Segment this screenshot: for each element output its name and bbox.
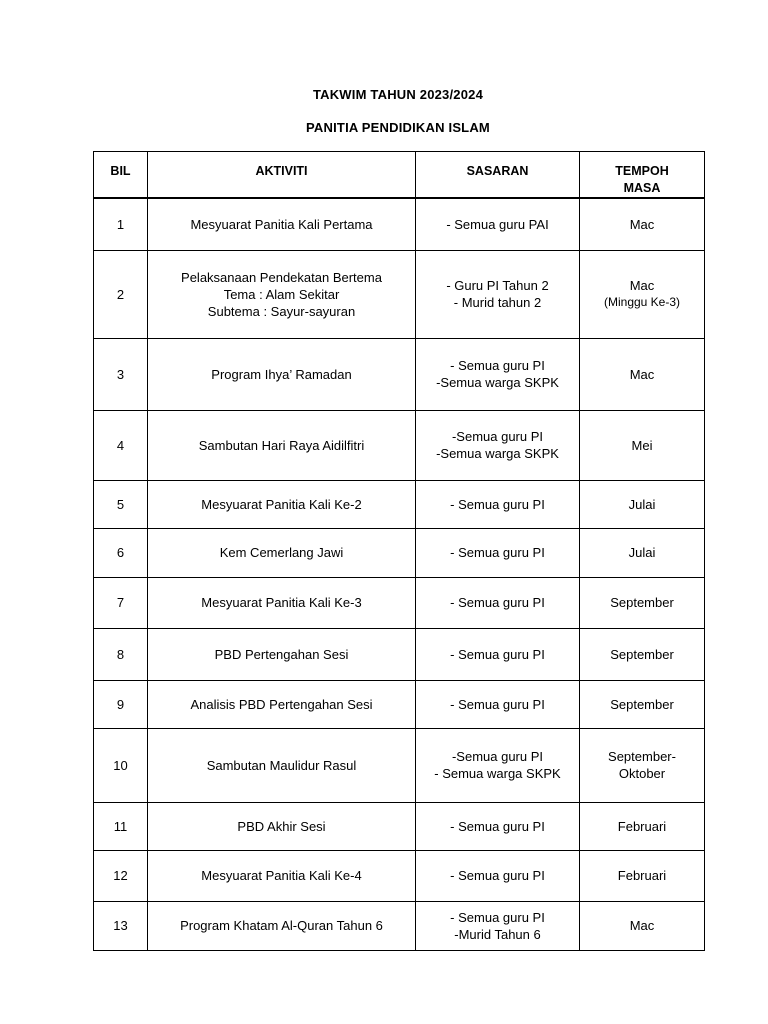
cell-tempoh-line: Mac — [629, 918, 655, 933]
cell-aktiviti-line: PBD Pertengahan Sesi — [214, 646, 349, 662]
cell-sasaran-line: - Semua guru PI — [450, 545, 545, 560]
cell-aktiviti — [148, 628, 416, 680]
cell-sasaran-line: -Semua guru PI — [451, 429, 544, 444]
cell-tempoh-line: (Minggu Ke-3) — [603, 295, 681, 309]
cell-sasaran-line: - Semua guru PAI — [446, 216, 549, 232]
cell-bil: 7 — [94, 577, 148, 628]
cell-sasaran — [416, 480, 580, 528]
cell-tempoh — [580, 410, 705, 480]
cell-aktiviti — [148, 250, 416, 338]
cell-bil: 10 — [94, 728, 148, 802]
cell-aktiviti-line: Tema : Alam Sekitar — [223, 286, 340, 302]
cell-aktiviti-line: Program Khatam Al-Quran Tahun 6 — [180, 918, 383, 933]
cell-aktiviti — [148, 850, 416, 901]
cell-sasaran-line: - Semua guru PI — [450, 595, 545, 610]
table-row — [94, 628, 705, 680]
cell-sasaran-line: -Semua warga SKPK — [436, 446, 559, 461]
header-tempoh-line: TEMPOH — [615, 164, 669, 178]
cell-aktiviti — [148, 901, 416, 950]
cell-tempoh-line: Mac — [629, 216, 655, 232]
cell-bil: 2 — [94, 250, 148, 338]
cell-sasaran — [416, 680, 580, 728]
table-row — [94, 901, 705, 950]
cell-aktiviti — [148, 728, 416, 802]
cell-aktiviti — [148, 680, 416, 728]
cell-sasaran — [416, 198, 580, 250]
cell-bil: 1 — [94, 198, 148, 250]
cell-tempoh — [580, 577, 705, 628]
cell-aktiviti-line: PBD Akhir Sesi — [237, 818, 326, 834]
cell-sasaran-line: - Semua guru PI — [450, 358, 545, 373]
cell-sasaran-line: - Semua guru PI — [450, 696, 545, 712]
cell-sasaran-line: -Semua warga SKPK — [436, 375, 559, 390]
table-row — [94, 528, 705, 577]
cell-sasaran — [416, 850, 580, 901]
cell-sasaran — [416, 410, 580, 480]
cell-tempoh-line: Julai — [628, 545, 656, 560]
cell-sasaran — [416, 528, 580, 577]
cell-aktiviti — [148, 577, 416, 628]
cell-aktiviti — [148, 198, 416, 250]
cell-sasaran-line: - Semua warga SKPK — [434, 766, 561, 781]
table-header-row — [94, 152, 705, 199]
cell-aktiviti-line: Analisis PBD Pertengahan Sesi — [190, 696, 373, 712]
cell-tempoh — [580, 480, 705, 528]
cell-sasaran — [416, 901, 580, 950]
cell-tempoh-line: Mac — [629, 366, 655, 382]
cell-tempoh — [580, 680, 705, 728]
cell-sasaran-line: -Murid Tahun 6 — [454, 926, 541, 942]
cell-tempoh-line: Oktober — [618, 766, 666, 781]
cell-tempoh — [580, 628, 705, 680]
cell-tempoh — [580, 250, 705, 338]
cell-aktiviti-line: Mesyuarat Panitia Kali Ke-4 — [201, 868, 362, 883]
cell-sasaran-line: - Semua guru PI — [450, 909, 545, 925]
cell-aktiviti — [148, 338, 416, 410]
header-tempoh-masa — [580, 152, 705, 199]
cell-bil: 3 — [94, 338, 148, 410]
cell-tempoh — [580, 850, 705, 901]
table-row — [94, 850, 705, 901]
header-masa-line: MASA — [623, 181, 661, 195]
cell-aktiviti — [148, 802, 416, 850]
cell-sasaran — [416, 728, 580, 802]
cell-sasaran — [416, 628, 580, 680]
cell-bil: 4 — [94, 410, 148, 480]
cell-tempoh-line: September — [610, 696, 674, 712]
table-row — [94, 577, 705, 628]
cell-sasaran — [416, 802, 580, 850]
table-body — [94, 198, 705, 950]
cell-tempoh-line: Mei — [631, 437, 653, 453]
cell-bil: 13 — [94, 901, 148, 950]
cell-sasaran-line: -Semua guru PI — [451, 749, 544, 764]
cell-aktiviti-line: Kem Cemerlang Jawi — [219, 545, 344, 560]
document-subtitle: PANITIA PENDIDIKAN ISLAM — [306, 120, 490, 135]
table-row — [94, 338, 705, 410]
cell-tempoh-line: September — [610, 595, 674, 610]
cell-aktiviti-line: Mesyuarat Panitia Kali Pertama — [190, 216, 373, 232]
cell-tempoh — [580, 198, 705, 250]
cell-bil: 9 — [94, 680, 148, 728]
cell-bil: 5 — [94, 480, 148, 528]
cell-bil: 6 — [94, 528, 148, 577]
cell-tempoh-line: Mac — [629, 278, 655, 293]
table-row — [94, 728, 705, 802]
cell-sasaran-line: - Semua guru PI — [450, 646, 545, 662]
table-row — [94, 680, 705, 728]
document-title: TAKWIM TAHUN 2023/2024 — [312, 87, 484, 102]
cell-sasaran-line: - Guru PI Tahun 2 — [446, 278, 549, 293]
cell-tempoh — [580, 728, 705, 802]
cell-bil: 11 — [94, 802, 148, 850]
cell-aktiviti-line: Sambutan Hari Raya Aidilfitri — [198, 437, 365, 453]
cell-sasaran-line: - Murid tahun 2 — [453, 295, 542, 310]
header-bil: BIL — [94, 152, 148, 199]
cell-tempoh-line: Februari — [617, 868, 667, 883]
cell-aktiviti-line: Mesyuarat Panitia Kali Ke-2 — [201, 496, 362, 512]
header-aktiviti: AKTIVITI — [148, 152, 416, 199]
cell-aktiviti — [148, 528, 416, 577]
table-row — [94, 198, 705, 250]
cell-aktiviti-line: Program Ihya’ Ramadan — [211, 366, 352, 382]
cell-tempoh — [580, 338, 705, 410]
cell-tempoh-line: September — [610, 646, 674, 662]
cell-sasaran — [416, 250, 580, 338]
cell-bil: 12 — [94, 850, 148, 901]
cell-aktiviti-line: Mesyuarat Panitia Kali Ke-3 — [201, 595, 362, 610]
cell-tempoh-line: Julai — [628, 496, 656, 512]
cell-aktiviti-line: Sambutan Maulidur Rasul — [206, 757, 357, 773]
cell-tempoh — [580, 528, 705, 577]
cell-tempoh — [580, 901, 705, 950]
cell-aktiviti — [148, 480, 416, 528]
cell-sasaran-line: - Semua guru PI — [450, 818, 545, 834]
cell-bil: 8 — [94, 628, 148, 680]
header-sasaran: SASARAN — [416, 152, 580, 199]
cell-tempoh — [580, 802, 705, 850]
cell-sasaran-line: - Semua guru PI — [450, 868, 545, 883]
cell-aktiviti — [148, 410, 416, 480]
cell-tempoh-line: September- — [608, 749, 676, 764]
table-row — [94, 802, 705, 850]
table-row — [94, 250, 705, 338]
cell-tempoh-line: Februari — [617, 818, 667, 834]
cell-sasaran — [416, 577, 580, 628]
takwim-table — [93, 151, 705, 951]
cell-aktiviti-line: Pelaksanaan Pendekatan Bertema — [181, 269, 382, 285]
cell-aktiviti-line: Subtema : Sayur-sayuran — [207, 303, 356, 319]
cell-sasaran — [416, 338, 580, 410]
table-row — [94, 480, 705, 528]
cell-sasaran-line: - Semua guru PI — [450, 496, 545, 512]
table-row — [94, 410, 705, 480]
